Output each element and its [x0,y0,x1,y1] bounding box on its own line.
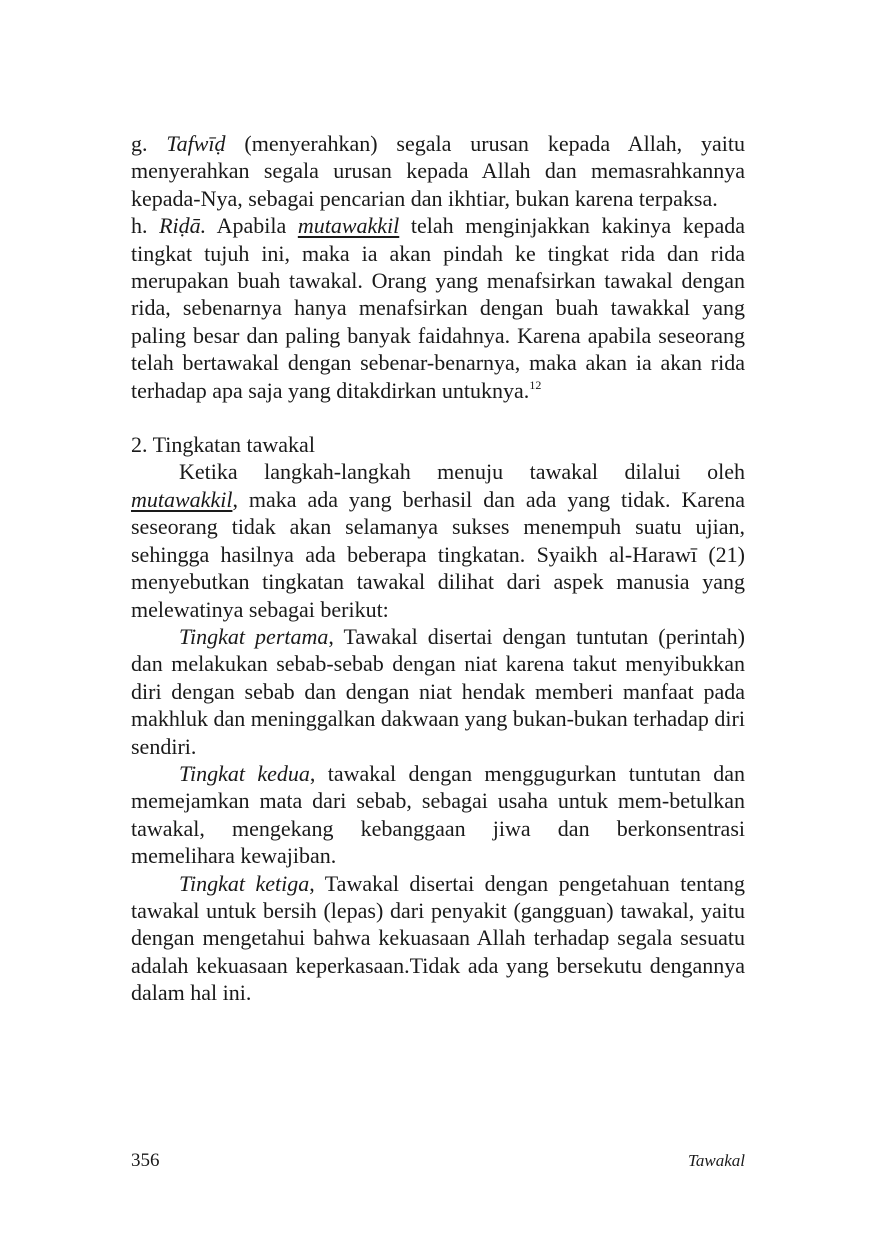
item-h-paragraph [131,212,745,404]
page-footer [131,1150,745,1172]
level-2-text: , tawakal dengan menggugurkan tuntutan dan memejamkan mata dari sebab, sebagai usaha untuk mem-betulkan tawakal, mengekang kebanggaan jiwa dan berkonsentrasi memelihara kewajiban. [131,760,745,869]
section-intro [131,458,745,622]
level-1-text: , Tawakal disertai dengan tuntutan (perintah) dan melakukan sebab-sebab dengan niat karena takut menyibukkan diri dengan sebab dan dengan niat hendak memberi manfaat pada makhluk dan meninggalkan dakwaan yang bukan-bukan terhadap diri sendiri. [131,623,746,759]
level-3-paragraph [131,870,745,1007]
item-g-text: (menyerahkan) segala urusan kepada Allah, yaitu menyerahkan segala urusan kepada Allah dan memasrahkannya kepada-Nya, sebagai pencarian dan ikhtiar, bukan karena terpaksa. [131,131,746,211]
item-h-text-before: Apabila [216,213,287,239]
level-3-title: Tingkat ketiga [179,870,310,896]
level-2-paragraph [131,760,745,870]
level-1-paragraph [131,623,745,760]
section-intro-before: Ketika langkah-langkah menuju tawakal dilalui oleh [179,459,745,485]
item-h-label: h. [131,213,148,239]
section-intro-mutawakkil-term: mutawakkil [131,486,233,512]
level-3-text: , Tawakal disertai dengan pengetahuan tentang tawakal untuk bersih (lepas) dari penyakit (gangguan) tawakal, yaitu dengan mengetahui bahwa kekuasaan Allah terhadap segala sesuatu adalah kekuasaan keperkasaan.Tidak ada yang bersekutu dengannya dalam hal ini. [131,870,745,1006]
section-heading: 2. Tingkatan tawakal [131,432,315,458]
item-g-term: Tafwīḍ [166,131,226,156]
item-g-label: g. [131,131,148,156]
footnote-reference[interactable]: 12 [529,377,542,392]
item-h-mutawakkil-term: mutawakkil [297,213,400,239]
level-1-title: Tingkat pertama [179,623,329,649]
section-intro-after: , maka ada yang berhasil dan ada yang tidak. Karena seseorang tidak akan selamanya sukses menempuh suatu ujian, sehingga hasilnya ada beberapa tingkatan. Syaikh al-Harawī (21) menyebutkan tingkatan tawakal dilihat dari aspek manusia yang melewatinya sebagai berikut: [131,486,745,622]
running-title: Tawakal [687,1151,745,1170]
level-2-title: Tingkat kedua [179,760,310,786]
item-h-term: Riḍā. [159,213,207,239]
item-g-paragraph [131,130,745,212]
page-number: 356 [131,1150,160,1171]
item-h-text-after: telah menginjakkan kakinya kepada tingkat tujuh ini, maka ia akan pindah ke tingkat rida dan rida merupakan buah tawakal. Orang yang menafsirkan tawakal dengan rida, sebenarnya hanya menafsirkan dengan buah tawakkal yang paling besar dan paling banyak faidahnya. Karena apabila seseorang telah bertawakal dengan sebenar-benarnya, maka akan ia akan rida terhadap apa saja yang ditakdirkan untuknya. [131,213,746,403]
section-spacer [131,404,745,431]
body-text [131,130,745,1007]
